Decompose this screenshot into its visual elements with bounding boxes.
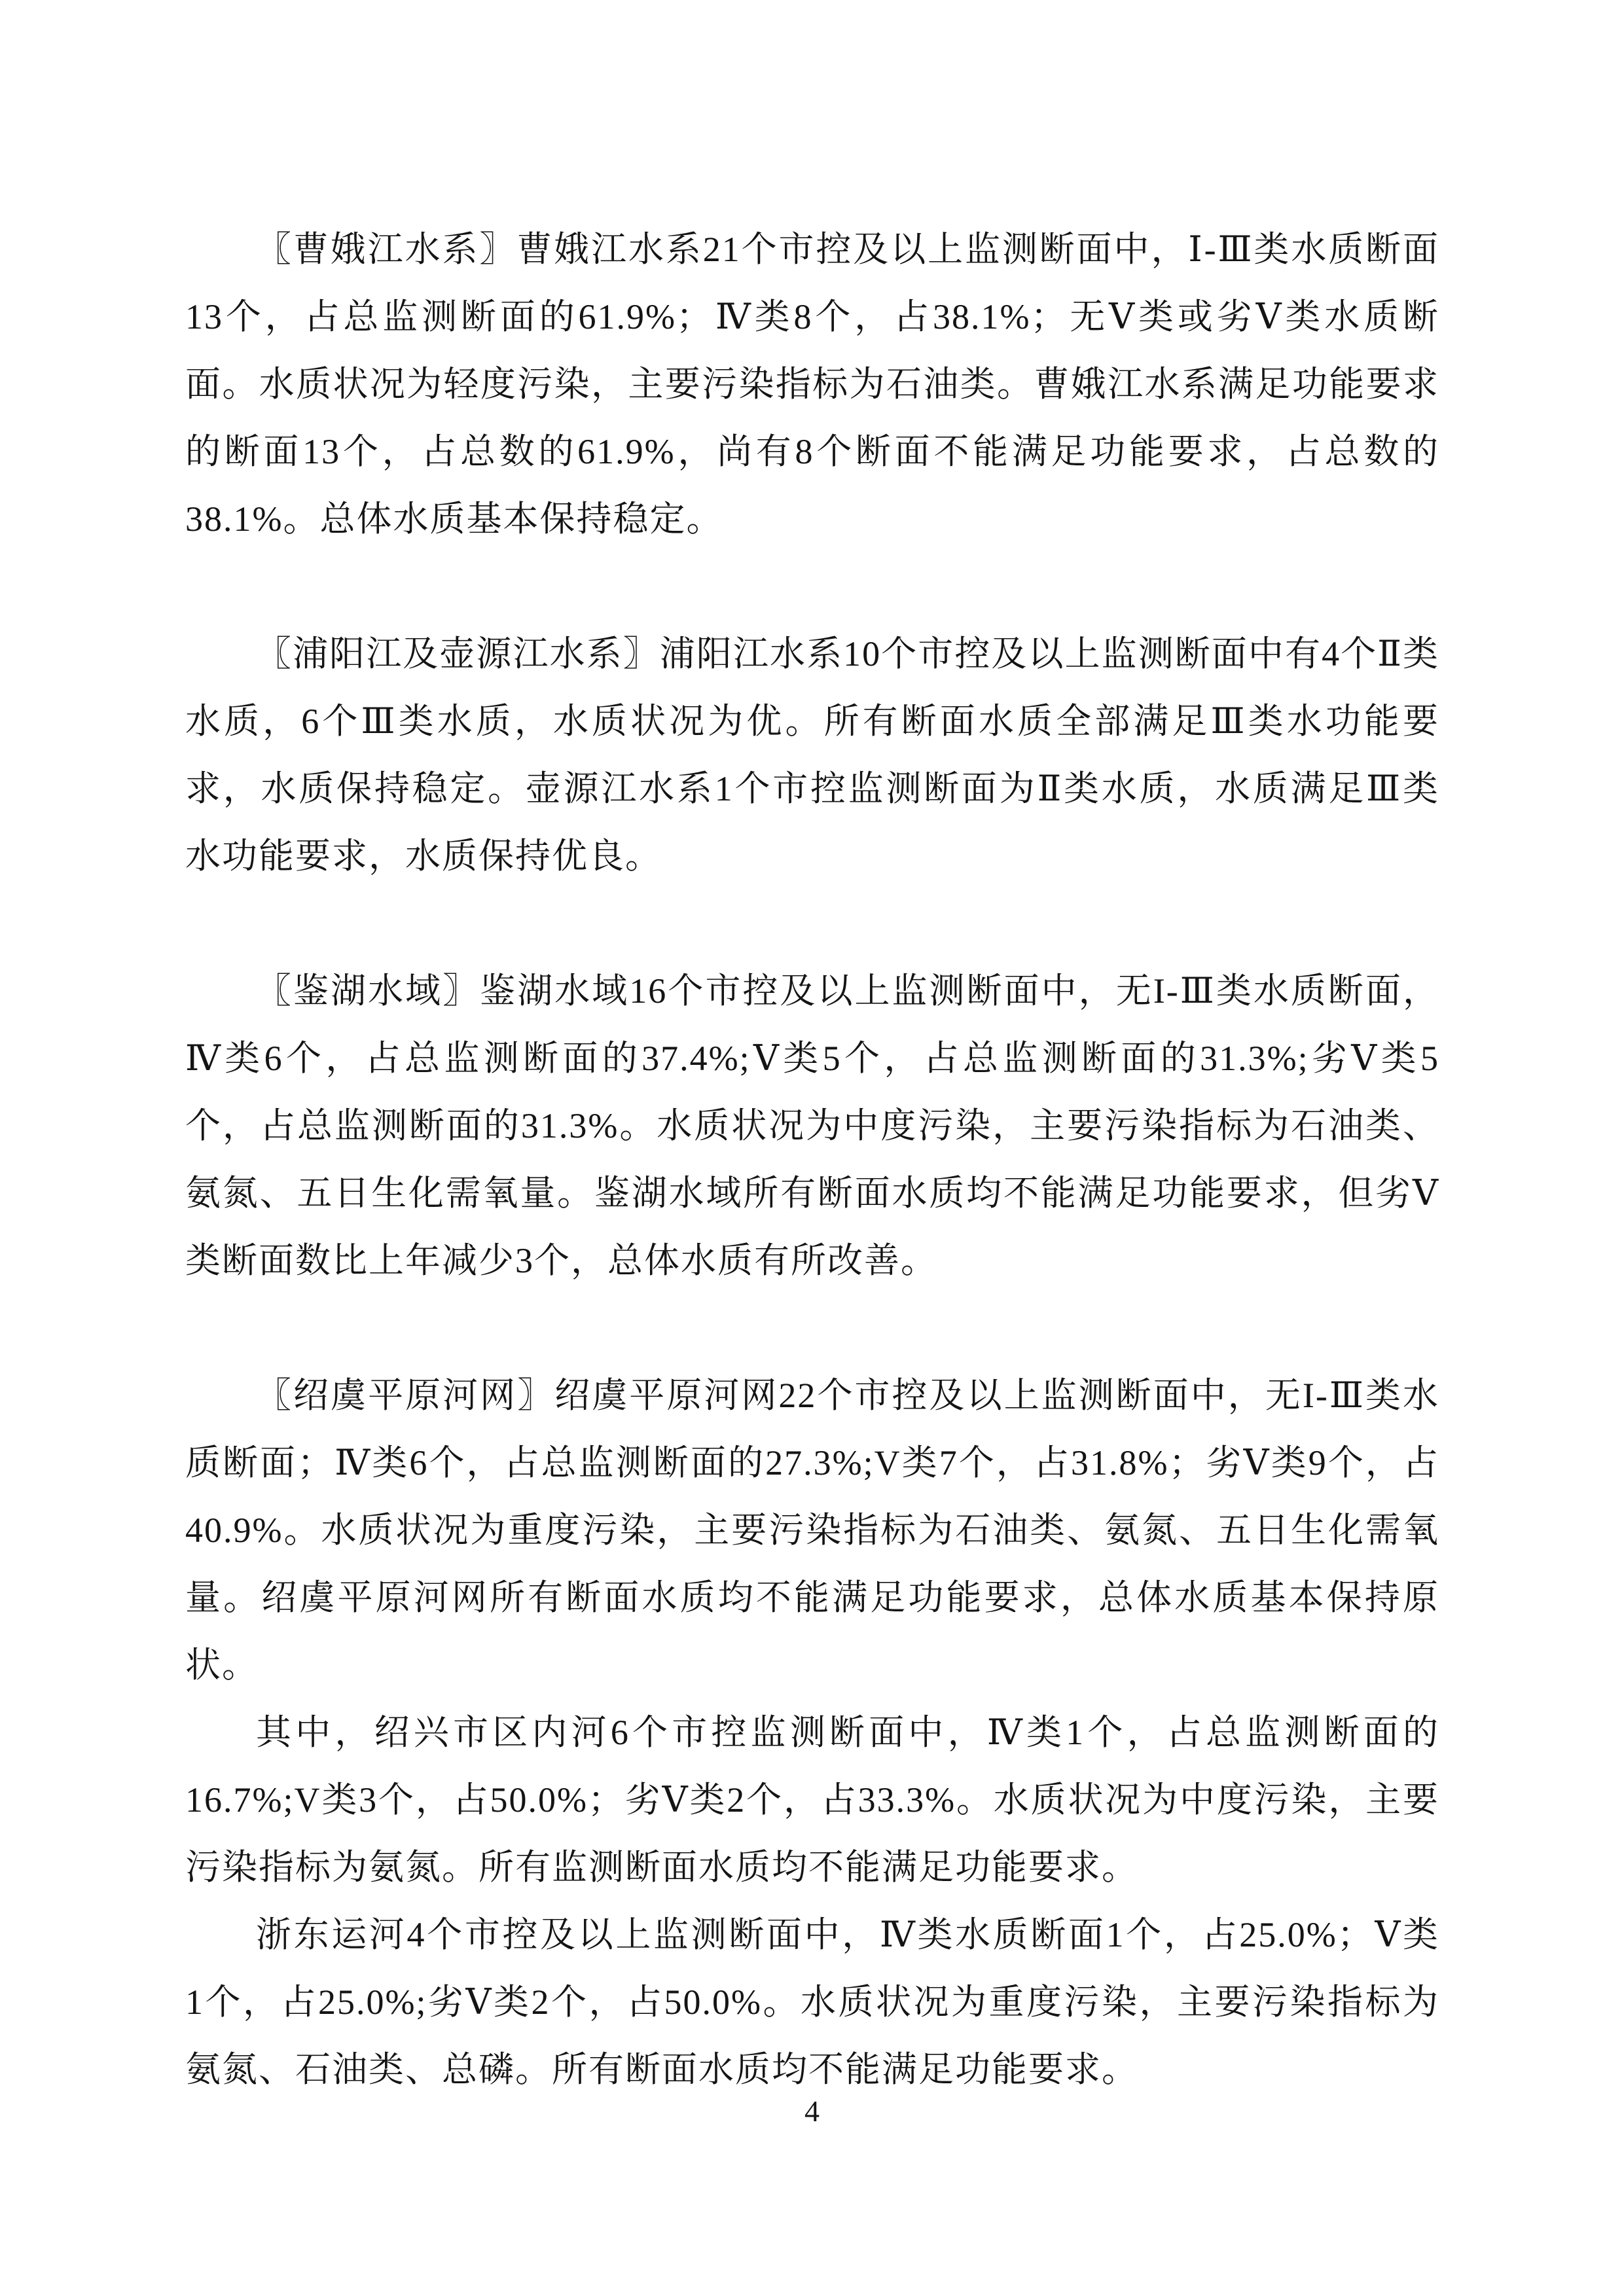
text-line: 水质，6个Ⅲ类水质，水质状况为优。所有断面水质全部满足Ⅲ类水功能要 xyxy=(185,702,1439,741)
text-line: 的断面13个，占总数的61.9%，尚有8个断面不能满足功能要求，占总数的 xyxy=(185,432,1439,471)
paragraph-shaoyu-plain-network xyxy=(185,1362,1439,1699)
paragraph-shaoxing-urban-rivers xyxy=(185,1699,1439,1901)
text-line: 类断面数比上年减少3个，总体水质有所改善。 xyxy=(185,1241,937,1280)
text-line: 16.7%;V类3个，占50.0%；劣Ⅴ类2个，占33.3%。水质状况为中度污染，主要 xyxy=(185,1780,1439,1820)
paragraph-caoejiang xyxy=(185,216,1439,553)
text-line: 浙东运河4个市控及以上监测断面中，Ⅳ类水质断面1个，占25.0%；Ⅴ类 xyxy=(256,1915,1439,1954)
paragraph-zhedong-canal xyxy=(185,1901,1439,2104)
text-line: 水功能要求，水质保持优良。 xyxy=(185,836,662,876)
text-line: 13个，占总监测断面的61.9%；Ⅳ类8个，占38.1%；无Ⅴ类或劣Ⅴ类水质断 xyxy=(185,297,1439,336)
text-line: 〖浦阳江及壶源江水系〗浦阳江水系10个市控及以上监测断面中有4个Ⅱ类 xyxy=(256,634,1439,673)
text-line: 〖曹娥江水系〗曹娥江水系21个市控及以上监测断面中，Ⅰ-Ⅲ类水质断面 xyxy=(256,230,1439,269)
text-line: 污染指标为氨氮。所有监测断面水质均不能满足功能要求。 xyxy=(185,1848,1138,1887)
text-line: Ⅳ类6个，占总监测断面的37.4%;Ⅴ类5个，占总监测断面的31.3%;劣Ⅴ类5 xyxy=(185,1039,1439,1078)
text-line: 个，占总监测断面的31.3%。水质状况为中度污染，主要污染指标为石油类、 xyxy=(185,1106,1439,1145)
text-line: 氨氮、五日生化需氧量。鉴湖水域所有断面水质均不能满足功能要求，但劣Ⅴ xyxy=(185,1174,1439,1213)
text-line: 氨氮、石油类、总磷。所有断面水质均不能满足功能要求。 xyxy=(185,2050,1138,2089)
text-line: 40.9%。水质状况为重度污染，主要污染指标为石油类、氨氮、五日生化需氧 xyxy=(185,1511,1439,1550)
text-body xyxy=(185,216,1439,2104)
text-line: 面。水质状况为轻度污染，主要污染指标为石油类。曹娥江水系满足功能要求 xyxy=(185,365,1439,404)
text-line: 量。绍虞平原河网所有断面水质均不能满足功能要求，总体水质基本保持原 xyxy=(185,1578,1439,1617)
text-line: 求，水质保持稳定。壶源江水系1个市控监测断面为Ⅱ类水质，水质满足Ⅲ类 xyxy=(185,769,1439,808)
text-line: 质断面；Ⅳ类6个，占总监测断面的27.3%;V类7个，占31.8%；劣Ⅴ类9个，占 xyxy=(185,1443,1439,1482)
text-line: 〖绍虞平原河网〗绍虞平原河网22个市控及以上监测断面中，无I-Ⅲ类水 xyxy=(256,1376,1439,1415)
text-line: 其中，绍兴市区内河6个市控监测断面中，Ⅳ类1个，占总监测断面的 xyxy=(256,1713,1439,1752)
text-line: 1个，占25.0%;劣Ⅴ类2个，占50.0%。水质状况为重度污染，主要污染指标为 xyxy=(185,1982,1439,2022)
text-line: 38.1%。总体水质基本保持稳定。 xyxy=(185,499,723,539)
paragraph-jianhu xyxy=(185,958,1439,1295)
text-line: 〖鉴湖水域〗鉴湖水域16个市控及以上监测断面中，无I-Ⅲ类水质断面， xyxy=(256,971,1439,1011)
text-line: 状。 xyxy=(185,1645,259,1685)
paragraph-puyangjiang-huyuanjiang xyxy=(185,620,1439,890)
page-number: 4 xyxy=(804,2094,820,2128)
